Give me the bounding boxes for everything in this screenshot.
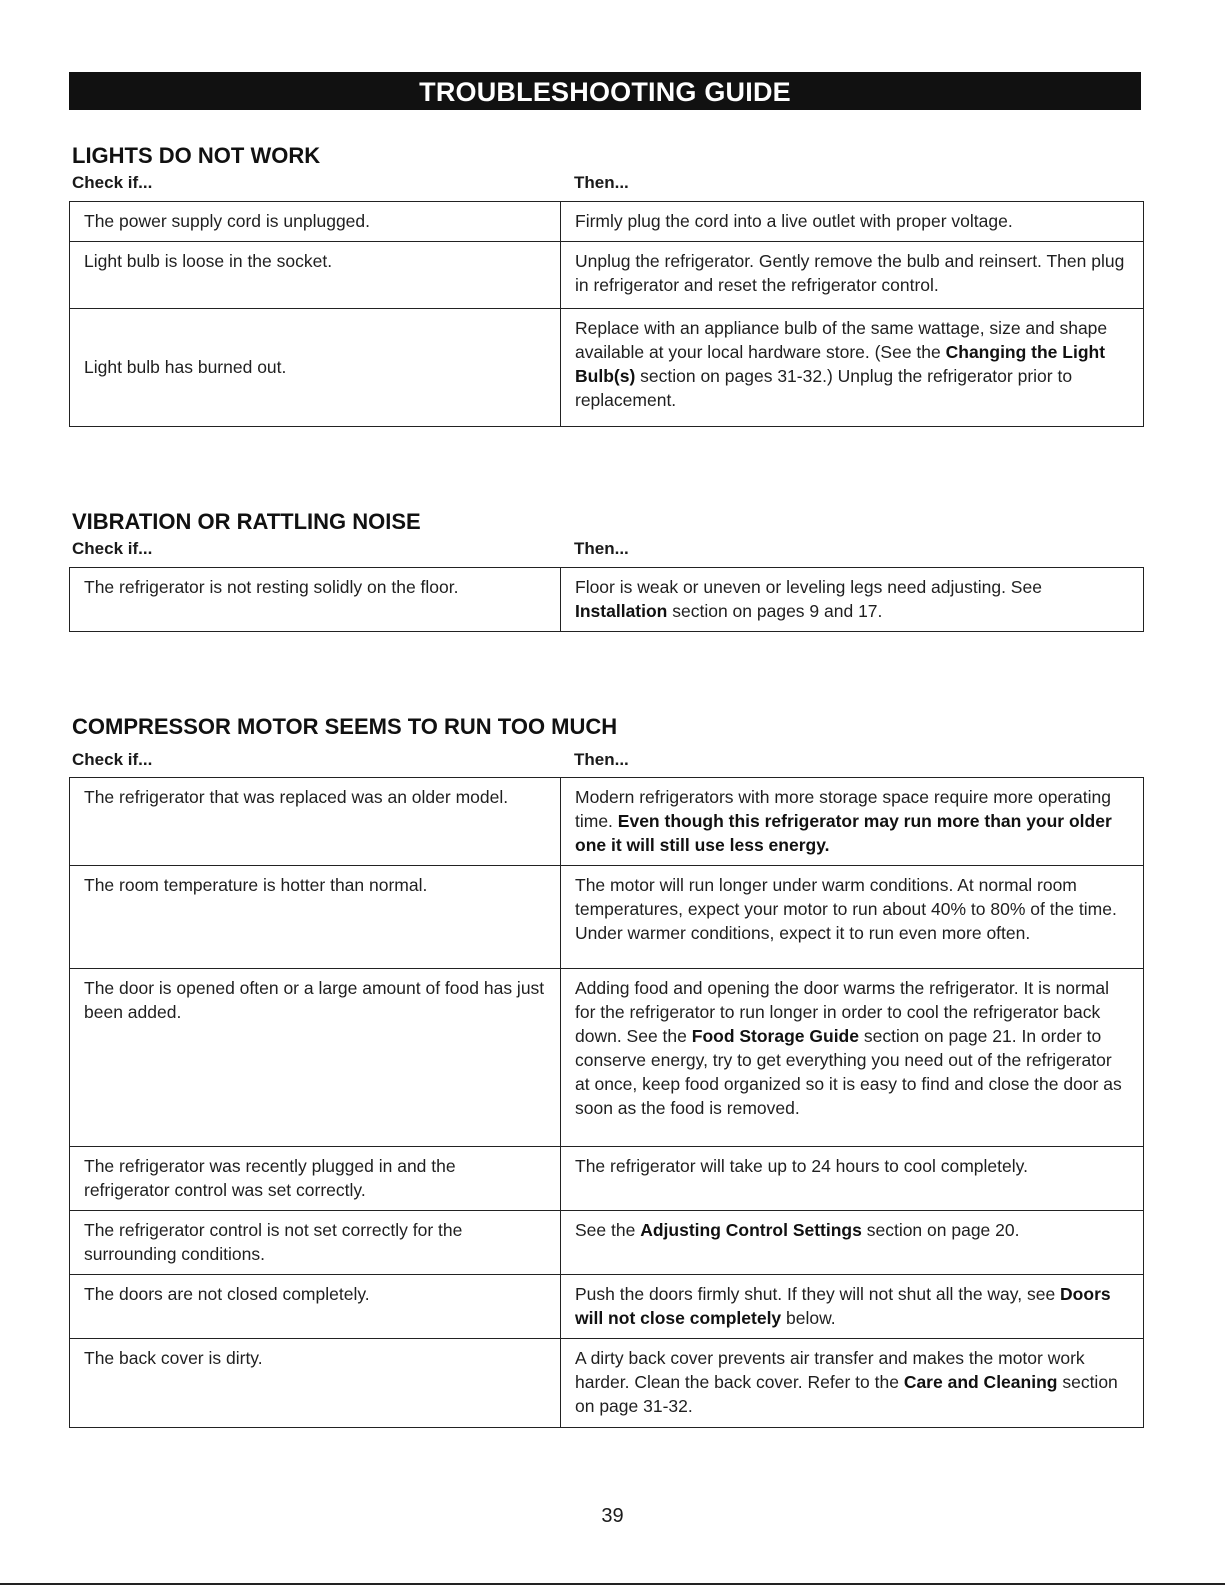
- check-if-header: Check if...: [72, 539, 153, 558]
- text-segment: section on pages 31-32.) Unplug the refrigerator prior to replacement.: [575, 366, 1073, 410]
- then-cell: [561, 202, 1144, 242]
- check-if-cell: Light bulb is loose in the socket.: [70, 242, 561, 309]
- text-segment: Adding food and opening the door warms the refrigerator. It is normal for the refrigerator to run longer in order to cool the refrigerator back down. See the: [575, 978, 1110, 1046]
- then-cell: [561, 242, 1144, 309]
- section-reference: Doors will not close completely: [575, 1284, 1111, 1328]
- text-segment: section on page 20.: [861, 1220, 1020, 1240]
- text-segment: Push the doors firmly shut. If they will not shut all the way, see: [575, 1284, 1061, 1304]
- table-row: [70, 242, 1144, 309]
- text-segment: below.: [781, 1308, 836, 1328]
- section-title: VIBRATION OR RATTLING NOISE: [72, 509, 421, 534]
- section-reference: Changing the Light Bulb(s): [575, 342, 1106, 386]
- then-cell: [561, 1211, 1144, 1275]
- table-row: [70, 969, 1144, 1147]
- section-reference: Food Storage Guide: [691, 1026, 859, 1046]
- then-cell: [561, 1275, 1144, 1339]
- page-number: 39: [601, 1505, 624, 1527]
- text-segment: The refrigerator will take up to 24 hours to cool completely.: [575, 1156, 1028, 1176]
- check-if-cell: The refrigerator was recently plugged in and the refrigerator control was set correctly.: [70, 1147, 561, 1211]
- then-cell: [561, 778, 1144, 866]
- page-banner: TROUBLESHOOTING GUIDE: [69, 72, 1141, 110]
- text-segment: Firmly plug the cord into a live outlet with proper voltage.: [575, 211, 1013, 231]
- then-header: Then...: [574, 539, 629, 558]
- check-if-cell: The door is opened often or a large amount of food has just been added.: [70, 969, 561, 1147]
- column-headers: [69, 750, 1141, 772]
- table-row: [70, 778, 1144, 866]
- then-cell: [561, 568, 1144, 632]
- then-header: Then...: [574, 173, 629, 192]
- text-segment: Replace with an appliance bulb of the same wattage, size and shape available at your local hardware store. (See the: [575, 318, 1108, 362]
- table-row: [70, 1211, 1144, 1275]
- then-header: Then...: [574, 750, 629, 769]
- check-if-cell: The back cover is dirty.: [70, 1339, 561, 1428]
- then-cell: [561, 866, 1144, 969]
- text-segment: The motor will run longer under warm conditions. At normal room temperatures, expect your motor to run about 40% to 80% of the time. Under warmer conditions, expect it to run even more often.: [575, 875, 1117, 943]
- troubleshooting-table: [69, 567, 1144, 632]
- check-if-cell: The room temperature is hotter than normal.: [70, 866, 561, 969]
- text-segment: Floor is weak or uneven or leveling legs need adjusting. See: [575, 577, 1042, 597]
- table-row: [70, 1275, 1144, 1339]
- text-segment: Modern refrigerators with more storage space require more operating time.: [575, 787, 1111, 831]
- check-if-cell: The power supply cord is unplugged.: [70, 202, 561, 242]
- text-segment: A dirty back cover prevents air transfer and makes the motor work harder. Clean the back cover. Refer to the: [575, 1348, 1085, 1392]
- section-lights-do-not-work: [69, 143, 1141, 427]
- then-cell: [561, 1339, 1144, 1428]
- table-row: [70, 568, 1144, 632]
- section-title: COMPRESSOR MOTOR SEEMS TO RUN TOO MUCH: [72, 714, 618, 739]
- then-cell: [561, 1147, 1144, 1211]
- check-if-cell: The refrigerator control is not set correctly for the surrounding conditions.: [70, 1211, 561, 1275]
- section-compressor-motor-seems-to-run-too-much: [69, 714, 1141, 1428]
- text-segment: See the: [575, 1220, 641, 1240]
- troubleshooting-table: [69, 777, 1144, 1428]
- section-reference: Installation: [575, 601, 668, 621]
- section-reference: Even though this refrigerator may run more than your older one it will still use less energy.: [575, 811, 1112, 855]
- check-if-cell: The doors are not closed completely.: [70, 1275, 561, 1339]
- check-if-header: Check if...: [72, 750, 153, 769]
- then-cell: [561, 969, 1144, 1147]
- section-title: LIGHTS DO NOT WORK: [72, 143, 321, 168]
- then-cell: [561, 309, 1144, 427]
- column-headers: [69, 173, 1141, 195]
- table-row: [70, 202, 1144, 242]
- check-if-cell: The refrigerator that was replaced was an older model.: [70, 778, 561, 866]
- table-row: [70, 1339, 1144, 1428]
- check-if-cell: Light bulb has burned out.: [70, 309, 561, 427]
- text-segment: section on page 31-32.: [575, 1372, 1118, 1416]
- column-headers: [69, 539, 1141, 561]
- table-row: [70, 309, 1144, 427]
- check-if-header: Check if...: [72, 173, 153, 192]
- check-if-cell: The refrigerator is not resting solidly on the floor.: [70, 568, 561, 632]
- section-reference: Adjusting Control Settings: [640, 1220, 862, 1240]
- section-vibration-or-rattling-noise: [69, 509, 1141, 632]
- text-segment: section on page 21. In order to conserve energy, try to get everything you need out of the refrigerator at once, keep food organized so it is easy to find and close the door as soon as the food is removed.: [575, 1026, 1122, 1118]
- table-row: [70, 1147, 1144, 1211]
- text-segment: section on pages 9 and 17.: [667, 601, 883, 621]
- troubleshooting-table: [69, 201, 1144, 427]
- table-row: [70, 866, 1144, 969]
- section-reference: Care and Cleaning: [903, 1372, 1058, 1392]
- text-segment: Unplug the refrigerator. Gently remove the bulb and reinsert. Then plug in refrigerator and reset the refrigerator control.: [575, 251, 1125, 295]
